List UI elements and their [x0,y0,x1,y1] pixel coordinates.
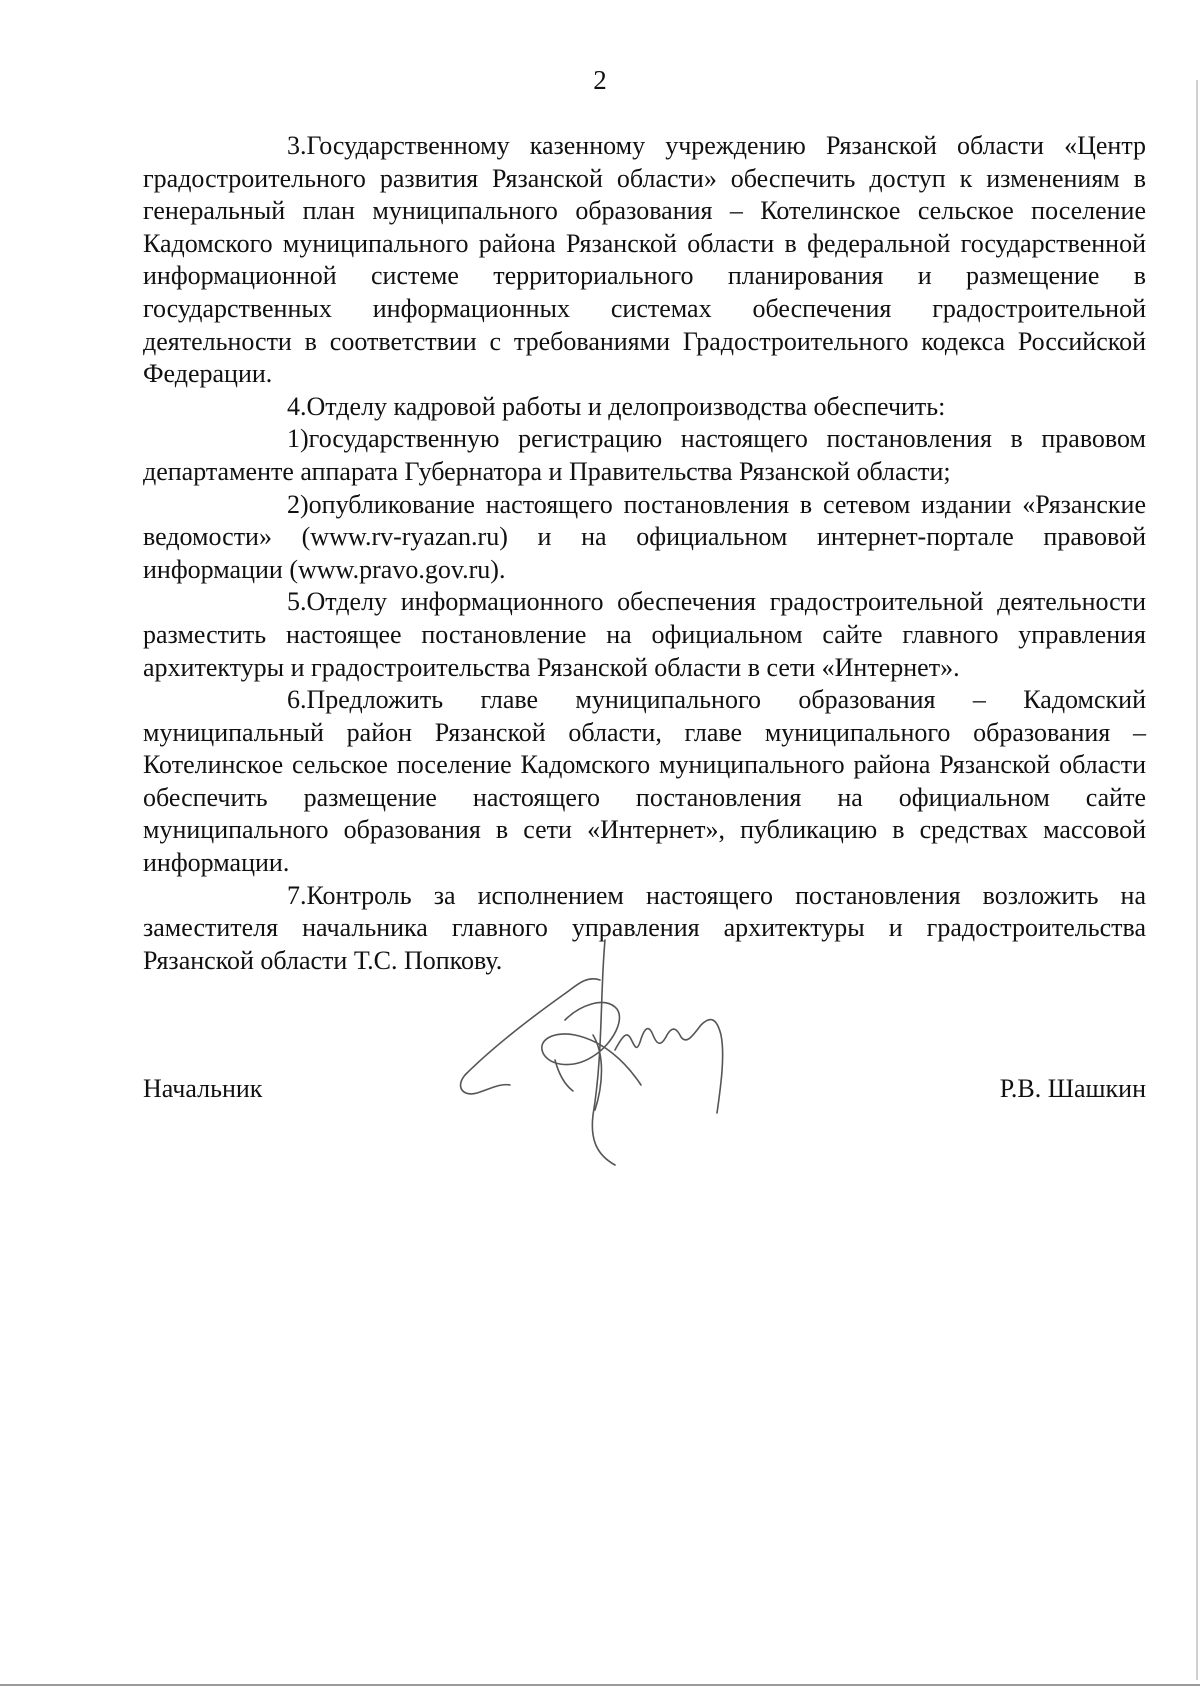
paragraph-item-6 [143,684,1146,880]
paragraph-item-3 [143,130,1146,391]
paragraph-number: 5. [287,587,307,617]
paragraph-number: 7. [287,880,307,910]
paragraph-text: опубликование настоящего постановления в сетевом издании «Рязанские ведомости» (www.rv-ryazan.ru) и на официальном интернет-портале правовой информации (www.pravo.gov.ru). [143,489,1146,584]
scan-edge-shadow [1196,80,1198,1680]
paragraph-number: 1) [287,424,309,454]
paragraph-number: 4. [287,391,307,421]
signatory-name: Р.В. Шашкин [999,1074,1146,1103]
paragraph-item-5 [143,586,1146,684]
paragraph-number: 2) [287,489,309,519]
scan-edge-line [0,1684,1200,1686]
paragraph-text: Контроль за исполнением настоящего постановления возложить на заместителя начальника главного управления архитектуры и градостроительства Рязанской области Т.С. Попкову. [143,880,1146,975]
paragraph-text: Предложить главе муниципального образования – Кадомский муниципальный район Рязанской области, главе муниципального образования – Котелинское сельское поселение Кадомского муниципального района Рязанской области обеспечить размещение настоящего постановления на официальном сайте муниципального образования в сети «Интернет», публикацию в средствах массовой информации. [143,685,1146,878]
paragraph-number: 6. [287,685,307,715]
paragraph-number: 3. [287,131,307,160]
signatory-position: Начальник [143,1074,263,1103]
signature-block [143,1073,1146,1113]
paragraph-text: Отделу информационного обеспечения градостроительной деятельности разместить настоящее постановление на официальном сайте главного управления архитектуры и градостроительства Рязанской области в сети «Интернет». [143,587,1146,682]
paragraph-text: Государственному казенному учреждению Рязанской области «Центр градостроительного развития Рязанской области» обеспечить доступ к изменениям в генеральный план муниципального образования – Котелинское сельское поселение Кадомского муниципального района Рязанской области в федеральной государственной информационной системе территориального планирования и размещение в государственных информационных системах обеспечения градостроительной деятельности в соответствии с требованиями Градостроительного кодекса Российской Федерации. [143,131,1146,389]
paragraph-text: государственную регистрацию настоящего постановления в правовом департаменте аппарата Губернатора и Правительства Рязанской области; [143,424,1146,486]
subparagraph-item-2 [143,489,1146,587]
subparagraph-item-1 [143,423,1146,488]
paragraph-item-4 [143,391,1146,424]
handwritten-signature [455,935,755,1185]
document-body [143,130,1146,977]
page-number: 2 [593,65,607,95]
paragraph-text: Отделу кадровой работы и делопроизводства обеспечить: [306,391,946,421]
